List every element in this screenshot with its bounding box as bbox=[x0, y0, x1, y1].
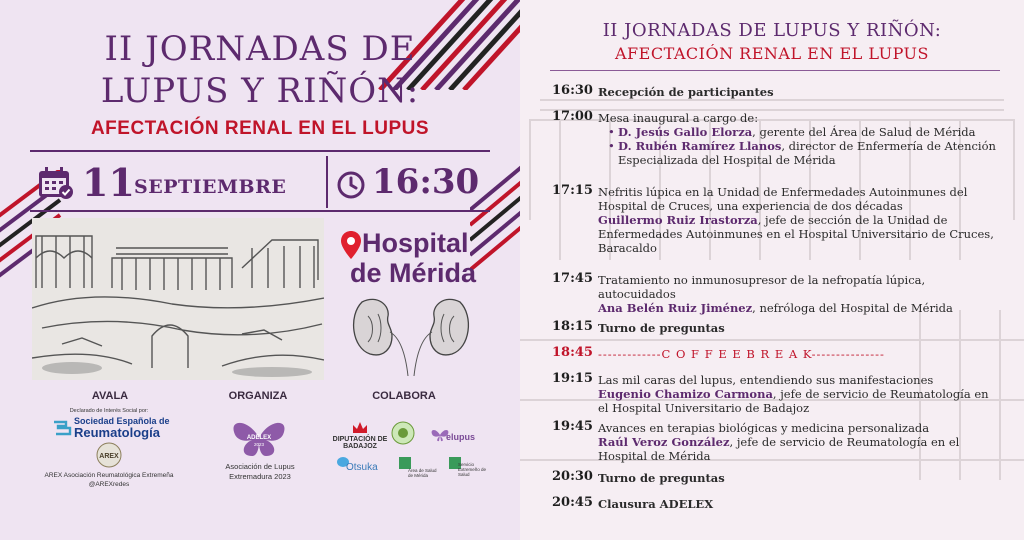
program-panel bbox=[520, 0, 1024, 540]
arex-logo-text: AREX bbox=[99, 453, 119, 460]
speaker-name: D. Rubén Ramírez Llanos bbox=[618, 139, 782, 153]
poster-title-line1: II JORNADAS DE bbox=[104, 29, 416, 69]
speaker-role: , nefróloga del Hospital de Mérida bbox=[752, 301, 953, 315]
program-title: II JORNADAS DE LUPUS Y RIÑÓN: bbox=[602, 20, 942, 41]
kidneys-illustration bbox=[352, 292, 470, 376]
ser-logo-text-bottom: Reumatología bbox=[74, 425, 160, 440]
program-time: 19:45 bbox=[552, 419, 593, 434]
speaker-role: , gerente del Área de Salud de Mérida bbox=[752, 125, 976, 139]
divider bbox=[30, 150, 490, 152]
elupus-logo-text: elupus bbox=[446, 432, 476, 442]
program-time: 18:15 bbox=[552, 319, 593, 334]
calendar-icon bbox=[38, 166, 74, 200]
divider bbox=[30, 210, 490, 212]
community-logo-icon bbox=[390, 420, 416, 446]
speaker-name: Ana Belén Ruiz Jiménez bbox=[598, 301, 753, 315]
list-item bbox=[608, 125, 998, 139]
arex-full-name: AREX Asociación Reumatológica Extremeña bbox=[44, 472, 174, 479]
location-pin-icon bbox=[340, 230, 362, 260]
program-text: Mesa inaugural a cargo de: bbox=[598, 111, 759, 125]
clock-icon bbox=[336, 170, 366, 200]
arex-handle: @AREXredes bbox=[88, 481, 130, 488]
poster-title-line2: LUPUS Y RIÑÓN: bbox=[100, 71, 420, 111]
program-text: Recepción de participantes bbox=[598, 85, 774, 99]
event-month: SEPTIEMBRE bbox=[134, 176, 287, 198]
program-text: Nefritis lúpica en la Unidad de Enfermedades Autoinmunes del Hospital de Cruces, una experiencia de dos décadas bbox=[598, 185, 968, 213]
diputacion-crown-icon bbox=[352, 420, 368, 434]
speaker-name: D. Jesús Gallo Elorza bbox=[618, 125, 753, 139]
program-divider bbox=[550, 70, 1000, 71]
speaker-role: , jefe de servicio de Reumatología en el Hospital de Mérida bbox=[598, 435, 960, 463]
area-salud-logo-text: Área de Salud de Mérida bbox=[408, 468, 437, 478]
ses-logo-text: Servicio Extremeño de Salud bbox=[458, 462, 487, 477]
roman-ruins-illustration bbox=[32, 218, 324, 380]
avala-declared-text: Declarado de Interés Social por: bbox=[69, 408, 149, 414]
colabora-heading: COLABORA bbox=[372, 390, 436, 402]
venue-name-line1: Hospital bbox=[362, 228, 469, 258]
poster-subtitle: AFECTACIÓN RENAL EN EL LUPUS bbox=[90, 118, 430, 139]
diputacion-logo-text: DIPUTACIÓN DE BADAJOZ bbox=[332, 436, 388, 450]
venue-name-line2: de Mérida bbox=[350, 258, 477, 288]
program-text: Las mil caras del lupus, entendiendo sus manifestaciones bbox=[598, 373, 934, 387]
program-text: -------------C O F F E E B R E A K--------------- bbox=[598, 347, 885, 361]
program-time: 17:15 bbox=[552, 183, 593, 198]
date-time-row bbox=[30, 156, 490, 208]
speaker-name: Raúl Veroz González bbox=[598, 435, 730, 449]
program-text: Tratamiento no inmunosupresor de la nefropatía lúpica, autocuidados bbox=[598, 273, 926, 301]
program-time: 19:15 bbox=[552, 371, 593, 386]
event-day: 11 bbox=[82, 160, 135, 205]
venue-name bbox=[350, 228, 477, 288]
program-time: 17:00 bbox=[552, 109, 593, 124]
organiza-name-line1: Asociación de Lupus bbox=[225, 462, 295, 471]
program-text: Turno de preguntas bbox=[598, 321, 725, 335]
program-time: 20:30 bbox=[552, 469, 593, 484]
program-text: Clausura ADELEX bbox=[598, 497, 714, 511]
program-time: 16:30 bbox=[552, 83, 593, 98]
speaker-role: , jefe de sección de la Unidad de Enfermedades Autoinmunes en el Hospital Universitario de Cruces, Baracaldo bbox=[598, 213, 994, 255]
list-item bbox=[608, 139, 998, 167]
otsuka-logo-text: Otsuka bbox=[346, 462, 378, 473]
speaker-role: , jefe de servicio de Reumatología en el Hospital Universitario de Badajoz bbox=[598, 387, 989, 415]
avala-heading: AVALA bbox=[91, 390, 129, 402]
program-time: 17:45 bbox=[552, 271, 593, 286]
arex-logo bbox=[94, 442, 124, 468]
event-time: 16:30 bbox=[372, 162, 480, 202]
vertical-divider bbox=[326, 156, 328, 208]
program-time: 18:45 bbox=[552, 345, 593, 360]
speaker-name: Guillermo Ruiz Irastorza bbox=[598, 213, 758, 227]
program-time: 20:45 bbox=[552, 495, 593, 510]
organiza-heading: ORGANIZA bbox=[228, 390, 288, 402]
speaker-role: , director de Enfermería de Atención Especializada del Hospital de Mérida bbox=[618, 139, 996, 167]
program-text: Turno de preguntas bbox=[598, 471, 725, 485]
ser-logo-mark-icon bbox=[52, 418, 72, 436]
organiza-name-line2: Extremadura 2023 bbox=[229, 472, 291, 481]
speaker-name: Eugenio Chamizo Carmona bbox=[598, 387, 773, 401]
speaker-list bbox=[608, 125, 998, 167]
adelex-butterfly-logo bbox=[224, 416, 294, 458]
program-text: Avances en terapias biológicas y medicina personalizada bbox=[598, 421, 930, 435]
adelex-logo-text: ADELEX bbox=[246, 435, 272, 441]
ser-logo bbox=[52, 416, 176, 440]
program-subtitle: AFECTACIÓN RENAL EN EL LUPUS bbox=[614, 44, 929, 63]
ser-logo-text-top: Sociedad Española de bbox=[74, 416, 170, 426]
adelex-logo-year: 2023 bbox=[253, 442, 265, 447]
